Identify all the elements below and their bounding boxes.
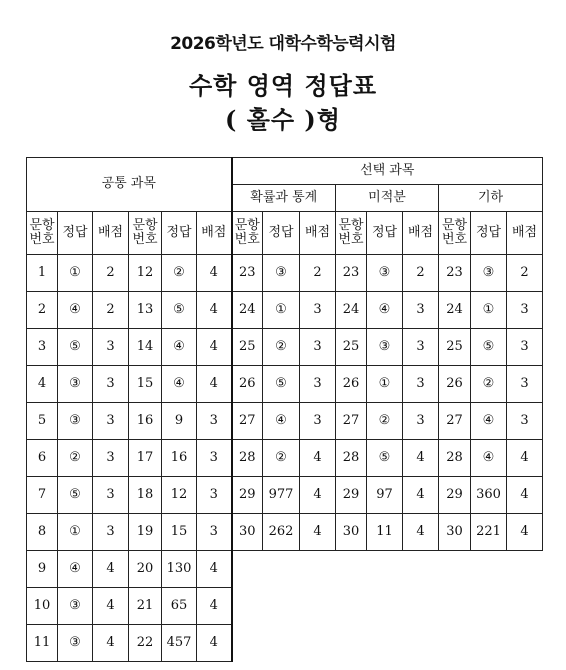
geometry-answer-cell: 221 bbox=[471, 514, 507, 551]
geometry-answer-cell: ② bbox=[471, 366, 507, 403]
calculus-answer-cell: ② bbox=[367, 403, 403, 440]
column-header-points: 배점 bbox=[403, 212, 439, 255]
geometry-question-number-cell: 23 bbox=[439, 255, 471, 292]
common-right-points-cell: 3 bbox=[197, 514, 232, 551]
geometry-header: 기하 bbox=[439, 185, 543, 212]
geometry-points-cell: 4 bbox=[507, 477, 543, 514]
table-row bbox=[27, 329, 543, 366]
common-left-points-cell: 3 bbox=[93, 329, 129, 366]
calculus-question-number-cell: 24 bbox=[336, 292, 367, 329]
column-header-points: 배점 bbox=[93, 212, 129, 255]
common-left-answer-cell: ③ bbox=[58, 403, 93, 440]
common-right-points-cell: 3 bbox=[197, 440, 232, 477]
calculus-question-number-cell: 29 bbox=[336, 477, 367, 514]
empty-cell bbox=[507, 588, 543, 625]
column-header-points: 배점 bbox=[197, 212, 232, 255]
common-left-answer-cell: ③ bbox=[58, 366, 93, 403]
prob-stats-points-cell: 4 bbox=[300, 514, 336, 551]
calculus-answer-cell: 97 bbox=[367, 477, 403, 514]
calculus-question-number-cell: 23 bbox=[336, 255, 367, 292]
prob-stats-answer-cell: ③ bbox=[263, 255, 300, 292]
column-header-points: 배점 bbox=[300, 212, 336, 255]
empty-cell bbox=[507, 625, 543, 662]
common-right-question-number-cell: 18 bbox=[129, 477, 162, 514]
calculus-answer-cell: ③ bbox=[367, 255, 403, 292]
prob-stats-question-number-cell: 26 bbox=[232, 366, 263, 403]
geometry-question-number-cell: 29 bbox=[439, 477, 471, 514]
geometry-question-number-cell: 25 bbox=[439, 329, 471, 366]
common-right-question-number-cell: 14 bbox=[129, 329, 162, 366]
prob-stats-question-number-cell: 28 bbox=[232, 440, 263, 477]
empty-cell bbox=[471, 551, 507, 588]
calculus-question-number-cell: 25 bbox=[336, 329, 367, 366]
common-right-points-cell: 4 bbox=[197, 625, 232, 662]
common-right-answer-cell: ⑤ bbox=[162, 292, 197, 329]
prob-stats-question-number-cell: 30 bbox=[232, 514, 263, 551]
common-right-question-number-cell: 12 bbox=[129, 255, 162, 292]
common-left-question-number-cell: 4 bbox=[27, 366, 58, 403]
geometry-points-cell: 4 bbox=[507, 514, 543, 551]
common-right-answer-cell: 9 bbox=[162, 403, 197, 440]
common-left-question-number-cell: 8 bbox=[27, 514, 58, 551]
prob-stats-answer-cell: ④ bbox=[263, 403, 300, 440]
geometry-answer-cell: ① bbox=[471, 292, 507, 329]
empty-cell bbox=[403, 551, 439, 588]
calculus-points-cell: 3 bbox=[403, 403, 439, 440]
common-right-question-number-cell: 20 bbox=[129, 551, 162, 588]
common-left-points-cell: 4 bbox=[93, 551, 129, 588]
common-left-answer-cell: ④ bbox=[58, 551, 93, 588]
empty-cell bbox=[439, 625, 471, 662]
prob-stats-points-cell: 3 bbox=[300, 403, 336, 440]
prob-stats-question-number-cell: 24 bbox=[232, 292, 263, 329]
prob-stats-points-cell: 2 bbox=[300, 255, 336, 292]
table-row bbox=[27, 292, 543, 329]
common-right-answer-cell: 130 bbox=[162, 551, 197, 588]
common-left-question-number-cell: 3 bbox=[27, 329, 58, 366]
common-left-points-cell: 3 bbox=[93, 514, 129, 551]
common-left-points-cell: 3 bbox=[93, 403, 129, 440]
table-row bbox=[27, 514, 543, 551]
empty-cell bbox=[403, 625, 439, 662]
empty-cell bbox=[300, 625, 336, 662]
common-left-question-number-cell: 5 bbox=[27, 403, 58, 440]
empty-cell bbox=[263, 588, 300, 625]
calculus-points-cell: 3 bbox=[403, 366, 439, 403]
geometry-points-cell: 3 bbox=[507, 329, 543, 366]
common-right-answer-cell: 457 bbox=[162, 625, 197, 662]
prob-stats-answer-cell: ① bbox=[263, 292, 300, 329]
common-right-answer-cell: ② bbox=[162, 255, 197, 292]
calculus-header: 미적분 bbox=[336, 185, 439, 212]
common-left-question-number-cell: 11 bbox=[27, 625, 58, 662]
column-header-answer: 정답 bbox=[58, 212, 93, 255]
common-right-answer-cell: ④ bbox=[162, 329, 197, 366]
calculus-question-number-cell: 26 bbox=[336, 366, 367, 403]
geometry-answer-cell: 360 bbox=[471, 477, 507, 514]
common-right-question-number-cell: 15 bbox=[129, 366, 162, 403]
empty-cell bbox=[300, 551, 336, 588]
empty-cell bbox=[232, 588, 263, 625]
common-left-answer-cell: ① bbox=[58, 255, 93, 292]
common-right-points-cell: 3 bbox=[197, 477, 232, 514]
common-left-points-cell: 3 bbox=[93, 366, 129, 403]
empty-cell bbox=[232, 551, 263, 588]
geometry-answer-cell: ③ bbox=[471, 255, 507, 292]
exam-title: 2026학년도 대학수학능력시험 bbox=[170, 34, 396, 54]
common-left-question-number-cell: 9 bbox=[27, 551, 58, 588]
prob-stats-question-number-cell: 23 bbox=[232, 255, 263, 292]
table-row bbox=[27, 255, 543, 292]
common-left-answer-cell: ⑤ bbox=[58, 477, 93, 514]
common-left-points-cell: 3 bbox=[93, 477, 129, 514]
table-row bbox=[27, 588, 543, 625]
common-left-answer-cell: ② bbox=[58, 440, 93, 477]
common-right-question-number-cell: 17 bbox=[129, 440, 162, 477]
column-header-question-number: 문항 번호 bbox=[336, 212, 367, 255]
empty-cell bbox=[300, 588, 336, 625]
common-left-question-number-cell: 7 bbox=[27, 477, 58, 514]
empty-cell bbox=[367, 588, 403, 625]
geometry-question-number-cell: 27 bbox=[439, 403, 471, 440]
geometry-points-cell: 2 bbox=[507, 255, 543, 292]
answer-key-title: 수학 영역 정답표 bbox=[189, 71, 377, 100]
prob-stats-answer-cell: ② bbox=[263, 440, 300, 477]
calculus-answer-cell: ④ bbox=[367, 292, 403, 329]
common-left-points-cell: 2 bbox=[93, 292, 129, 329]
calculus-points-cell: 4 bbox=[403, 514, 439, 551]
empty-cell bbox=[367, 551, 403, 588]
empty-cell bbox=[232, 625, 263, 662]
common-right-points-cell: 4 bbox=[197, 292, 232, 329]
empty-cell bbox=[336, 588, 367, 625]
geometry-answer-cell: ④ bbox=[471, 440, 507, 477]
column-header-question-number: 문항 번호 bbox=[27, 212, 58, 255]
prob-stats-answer-cell: ② bbox=[263, 329, 300, 366]
empty-cell bbox=[263, 551, 300, 588]
common-left-answer-cell: ③ bbox=[58, 625, 93, 662]
common-right-answer-cell: 15 bbox=[162, 514, 197, 551]
empty-cell bbox=[471, 625, 507, 662]
prob-stats-points-cell: 3 bbox=[300, 292, 336, 329]
common-right-question-number-cell: 16 bbox=[129, 403, 162, 440]
geometry-points-cell: 4 bbox=[507, 440, 543, 477]
prob-stats-answer-cell: 262 bbox=[263, 514, 300, 551]
table-row bbox=[27, 440, 543, 477]
common-left-points-cell: 4 bbox=[93, 625, 129, 662]
geometry-points-cell: 3 bbox=[507, 366, 543, 403]
prob-stats-answer-cell: 977 bbox=[263, 477, 300, 514]
prob-stats-points-cell: 3 bbox=[300, 366, 336, 403]
geometry-answer-cell: ④ bbox=[471, 403, 507, 440]
geometry-question-number-cell: 26 bbox=[439, 366, 471, 403]
calculus-question-number-cell: 30 bbox=[336, 514, 367, 551]
common-left-points-cell: 3 bbox=[93, 440, 129, 477]
prob-stats-question-number-cell: 25 bbox=[232, 329, 263, 366]
common-left-question-number-cell: 10 bbox=[27, 588, 58, 625]
common-left-answer-cell: ③ bbox=[58, 588, 93, 625]
calculus-answer-cell: 11 bbox=[367, 514, 403, 551]
common-right-answer-cell: 12 bbox=[162, 477, 197, 514]
table-row bbox=[27, 366, 543, 403]
prob-stats-points-cell: 4 bbox=[300, 440, 336, 477]
empty-cell bbox=[263, 625, 300, 662]
elective-subject-header: 선택 과목 bbox=[232, 158, 543, 185]
geometry-question-number-cell: 24 bbox=[439, 292, 471, 329]
common-right-answer-cell: ④ bbox=[162, 366, 197, 403]
empty-cell bbox=[439, 588, 471, 625]
common-right-question-number-cell: 13 bbox=[129, 292, 162, 329]
calculus-answer-cell: ① bbox=[367, 366, 403, 403]
column-header-question-number: 문항 번호 bbox=[129, 212, 162, 255]
empty-cell bbox=[336, 551, 367, 588]
calculus-points-cell: 4 bbox=[403, 477, 439, 514]
common-left-answer-cell: ④ bbox=[58, 292, 93, 329]
calculus-answer-cell: ③ bbox=[367, 329, 403, 366]
empty-cell bbox=[336, 625, 367, 662]
empty-cell bbox=[367, 625, 403, 662]
prob-stats-header: 확률과 통계 bbox=[232, 185, 336, 212]
calculus-points-cell: 2 bbox=[403, 255, 439, 292]
column-header-points: 배점 bbox=[507, 212, 543, 255]
calculus-points-cell: 4 bbox=[403, 440, 439, 477]
calculus-answer-cell: ⑤ bbox=[367, 440, 403, 477]
prob-stats-question-number-cell: 27 bbox=[232, 403, 263, 440]
common-right-points-cell: 4 bbox=[197, 551, 232, 588]
common-right-question-number-cell: 22 bbox=[129, 625, 162, 662]
common-right-question-number-cell: 19 bbox=[129, 514, 162, 551]
prob-stats-question-number-cell: 29 bbox=[232, 477, 263, 514]
common-left-question-number-cell: 2 bbox=[27, 292, 58, 329]
empty-cell bbox=[471, 588, 507, 625]
empty-cell bbox=[403, 588, 439, 625]
common-left-answer-cell: ① bbox=[58, 514, 93, 551]
geometry-points-cell: 3 bbox=[507, 403, 543, 440]
table-row bbox=[27, 551, 543, 588]
table-row bbox=[27, 477, 543, 514]
common-left-answer-cell: ⑤ bbox=[58, 329, 93, 366]
common-right-points-cell: 4 bbox=[197, 329, 232, 366]
prob-stats-answer-cell: ⑤ bbox=[263, 366, 300, 403]
common-left-question-number-cell: 1 bbox=[27, 255, 58, 292]
geometry-question-number-cell: 28 bbox=[439, 440, 471, 477]
geometry-points-cell: 3 bbox=[507, 292, 543, 329]
calculus-question-number-cell: 27 bbox=[336, 403, 367, 440]
column-header-answer: 정답 bbox=[263, 212, 300, 255]
form-type-title: ( 홀수 )형 bbox=[225, 105, 341, 134]
column-header-answer: 정답 bbox=[162, 212, 197, 255]
common-right-points-cell: 4 bbox=[197, 366, 232, 403]
column-header-question-number: 문항 번호 bbox=[232, 212, 263, 255]
common-left-question-number-cell: 6 bbox=[27, 440, 58, 477]
prob-stats-points-cell: 3 bbox=[300, 329, 336, 366]
empty-cell bbox=[507, 551, 543, 588]
calculus-points-cell: 3 bbox=[403, 292, 439, 329]
answer-table bbox=[26, 157, 543, 662]
common-left-points-cell: 4 bbox=[93, 588, 129, 625]
table-row bbox=[27, 625, 543, 662]
common-left-points-cell: 2 bbox=[93, 255, 129, 292]
common-right-answer-cell: 16 bbox=[162, 440, 197, 477]
column-header-question-number: 문항 번호 bbox=[439, 212, 471, 255]
column-header-answer: 정답 bbox=[367, 212, 403, 255]
prob-stats-points-cell: 4 bbox=[300, 477, 336, 514]
common-subject-header: 공통 과목 bbox=[27, 158, 232, 212]
geometry-answer-cell: ⑤ bbox=[471, 329, 507, 366]
common-right-answer-cell: 65 bbox=[162, 588, 197, 625]
column-header-answer: 정답 bbox=[471, 212, 507, 255]
common-right-points-cell: 3 bbox=[197, 403, 232, 440]
common-right-points-cell: 4 bbox=[197, 588, 232, 625]
common-right-points-cell: 4 bbox=[197, 255, 232, 292]
geometry-question-number-cell: 30 bbox=[439, 514, 471, 551]
table-row bbox=[27, 403, 543, 440]
empty-cell bbox=[439, 551, 471, 588]
calculus-question-number-cell: 28 bbox=[336, 440, 367, 477]
common-right-question-number-cell: 21 bbox=[129, 588, 162, 625]
calculus-points-cell: 3 bbox=[403, 329, 439, 366]
